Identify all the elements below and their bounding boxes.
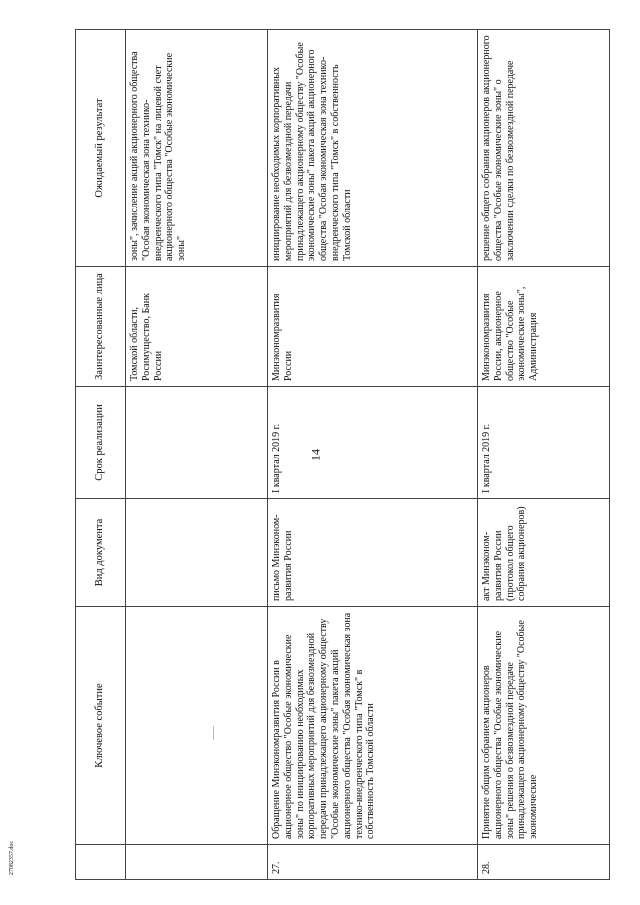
key-event-cell: Обращение Минэкономразвития России в акционерное общество "Особые экономические зоны" по инициированию необходимых корпоративных мероприятий для безвозмездной передачи принадлежащего акционерному обществу "Особые экономические зоны" пакета акций акционерного общества "Особая экономическая зона технико-внедренческого типа "Томск" в собственность Томской области: [268, 607, 478, 845]
table-container: [75, 30, 600, 880]
row-number: [126, 845, 268, 880]
expected-result-cell: инициирование необходимых корпоративных мероприятий для безвозмездной передачи принадлежащего акционерному обществу "Особые экономические зоны" пакета акций акционерного общества "Особая экономическая зона технико-внедренческого типа "Томск" в собственность Томской области: [268, 30, 478, 267]
parties-cell: Минэкономразвития России, акционерное общество "Особые экономические зоны", Администрация: [478, 267, 610, 387]
header-deadline: Срок реализации: [76, 387, 126, 499]
key-events-table: [75, 29, 610, 880]
rotated-table-wrapper: [75, 30, 600, 880]
parties-cell: Минэкономразвития России: [268, 267, 478, 387]
row-number: 27.: [268, 845, 478, 880]
table-row: [268, 30, 478, 880]
deadline-cell: I квартал 2019 г.: [478, 387, 610, 499]
header-parties: Заинтересованные лица: [76, 267, 126, 387]
header-key-event: Ключевое событие: [76, 607, 126, 845]
header-doc-type: Вид документа: [76, 499, 126, 607]
header-num: [76, 845, 126, 880]
expected-result-cell: зоны", зачисление акций акционерного общества "Особая экономическая зона технико-внедренческого типа "Томск" на лицевой счет акционерного общества "Особые экономические зоны": [126, 30, 268, 267]
parties-cell: Томской области, Росимущество, Банк России: [126, 267, 268, 387]
file-name: 27082357.doc: [9, 840, 15, 876]
doc-type-cell: [126, 499, 268, 607]
expected-result-cell: решение общего собрания акционеров акционерного общества "Особые экономические зоны" о заключении сделки по безвозмездной передаче: [478, 30, 610, 267]
header-expected-result: Ожидаемый результат: [76, 30, 126, 267]
doc-type-cell: письмо Минэконом-развития России: [268, 499, 478, 607]
table-header-row: [76, 30, 126, 880]
page-number: 14: [308, 449, 323, 461]
table-row: [478, 30, 610, 880]
key-event-cell: Принятие общим собранием акционеров акционерного общества "Особые экономические зоны" решения о безвозмездной передаче принадлежащего акционерному обществу "Особые экономические: [478, 607, 610, 845]
deadline-cell: I квартал 2019 г.: [268, 387, 478, 499]
row-number: 28.: [478, 845, 610, 880]
doc-type-cell: акт Минэконом-развития России (протокол общего собрания акционеров): [478, 499, 610, 607]
key-event-cell: [126, 607, 268, 845]
table-row: [126, 30, 268, 880]
deadline-cell: [126, 387, 268, 499]
